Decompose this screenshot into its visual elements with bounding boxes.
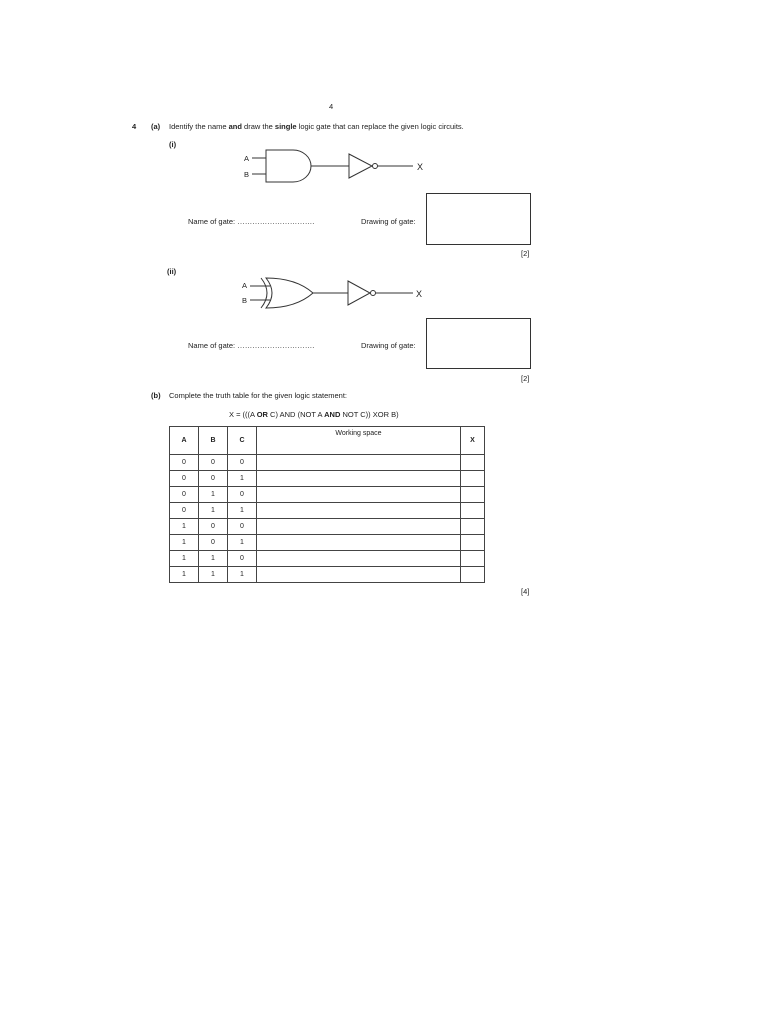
table-row: [170, 519, 485, 535]
cell-c: 0: [228, 455, 257, 471]
circuit-i-output: X: [417, 162, 424, 172]
sub-i-label: (i): [169, 140, 177, 149]
cell-c: 1: [228, 503, 257, 519]
or-gate-icon: [266, 278, 313, 308]
gate-ii-drawing-box[interactable]: [426, 318, 531, 369]
not-bubble-icon: [373, 164, 378, 169]
gate-i-drawing-box[interactable]: [426, 193, 531, 245]
part-a-label: (a): [151, 122, 161, 131]
cell-c: 0: [228, 487, 257, 503]
working-cell[interactable]: [257, 471, 461, 487]
answer-x-cell[interactable]: [461, 551, 485, 567]
answer-x-cell[interactable]: [461, 471, 485, 487]
xor-curve-icon: [261, 278, 267, 308]
answer-x-cell[interactable]: [461, 567, 485, 583]
table-row: [170, 471, 485, 487]
header-a: A: [170, 427, 199, 455]
cell-a: 1: [170, 551, 199, 567]
cell-b: 1: [199, 503, 228, 519]
circuit-ii-output: X: [416, 289, 423, 299]
part-a-instruction: Identify the name and draw the single logic gate that can replace the given logic circuits.: [169, 122, 464, 131]
answer-x-cell[interactable]: [461, 487, 485, 503]
cell-b: 1: [199, 487, 228, 503]
cell-a: 1: [170, 519, 199, 535]
cell-c: 1: [228, 567, 257, 583]
cell-a: 0: [170, 487, 199, 503]
page-number: 4: [329, 102, 334, 111]
and-gate-icon: [266, 150, 311, 182]
table-row: [170, 487, 485, 503]
circuit-ii-input-a: A: [242, 281, 248, 290]
cell-a: 0: [170, 455, 199, 471]
answer-x-cell[interactable]: [461, 503, 485, 519]
circuit-i-input-b: B: [244, 170, 250, 179]
not-gate-icon-ii: [348, 281, 370, 305]
cell-a: 1: [170, 535, 199, 551]
question-number: 4: [132, 122, 137, 131]
not-gate-icon: [349, 154, 372, 178]
working-cell[interactable]: [257, 503, 461, 519]
truth-table: [169, 426, 485, 583]
cell-b: 0: [199, 471, 228, 487]
header-working-space: Working space: [257, 427, 461, 455]
table-row: [170, 455, 485, 471]
answer-x-cell[interactable]: [461, 535, 485, 551]
sub-ii-marks: [2]: [521, 374, 530, 383]
cell-b: 0: [199, 535, 228, 551]
table-row: [170, 535, 485, 551]
table-row: [170, 551, 485, 567]
cell-a: 1: [170, 567, 199, 583]
table-row: [170, 503, 485, 519]
cell-c: 1: [228, 471, 257, 487]
gate-ii-drawing-label: Drawing of gate:: [361, 341, 416, 350]
gate-ii-name-field[interactable]: Name of gate: ………………………….: [188, 341, 315, 350]
working-cell[interactable]: [257, 455, 461, 471]
circuit-ii-input-b: B: [242, 296, 248, 305]
part-b-marks: [4]: [521, 587, 530, 596]
cell-b: 1: [199, 551, 228, 567]
cell-b: 1: [199, 567, 228, 583]
gate-i-name-field[interactable]: Name of gate: ………………………….: [188, 217, 315, 226]
cell-b: 0: [199, 519, 228, 535]
part-b-label: (b): [151, 391, 161, 400]
sub-ii-label: (ii): [167, 267, 177, 276]
truth-table-header: [170, 427, 485, 455]
header-x: X: [461, 427, 485, 455]
answer-x-cell[interactable]: [461, 519, 485, 535]
gate-i-drawing-label: Drawing of gate:: [361, 217, 416, 226]
cell-b: 0: [199, 455, 228, 471]
working-cell[interactable]: [257, 535, 461, 551]
not-bubble-icon-ii: [371, 291, 376, 296]
table-row: [170, 567, 485, 583]
part-b-instruction: Complete the truth table for the given logic statement:: [169, 391, 348, 400]
logic-statement: X = (((A OR C) AND (NOT A AND NOT C)) XOR B): [229, 410, 399, 419]
cell-c: 0: [228, 519, 257, 535]
working-cell[interactable]: [257, 519, 461, 535]
sub-i-marks: [2]: [521, 249, 530, 258]
cell-c: 0: [228, 551, 257, 567]
answer-x-cell[interactable]: [461, 455, 485, 471]
header-c: C: [228, 427, 257, 455]
cell-a: 0: [170, 471, 199, 487]
working-cell[interactable]: [257, 487, 461, 503]
circuit-i-input-a: A: [244, 154, 250, 163]
cell-c: 1: [228, 535, 257, 551]
header-b: B: [199, 427, 228, 455]
working-cell[interactable]: [257, 567, 461, 583]
cell-a: 0: [170, 503, 199, 519]
working-cell[interactable]: [257, 551, 461, 567]
